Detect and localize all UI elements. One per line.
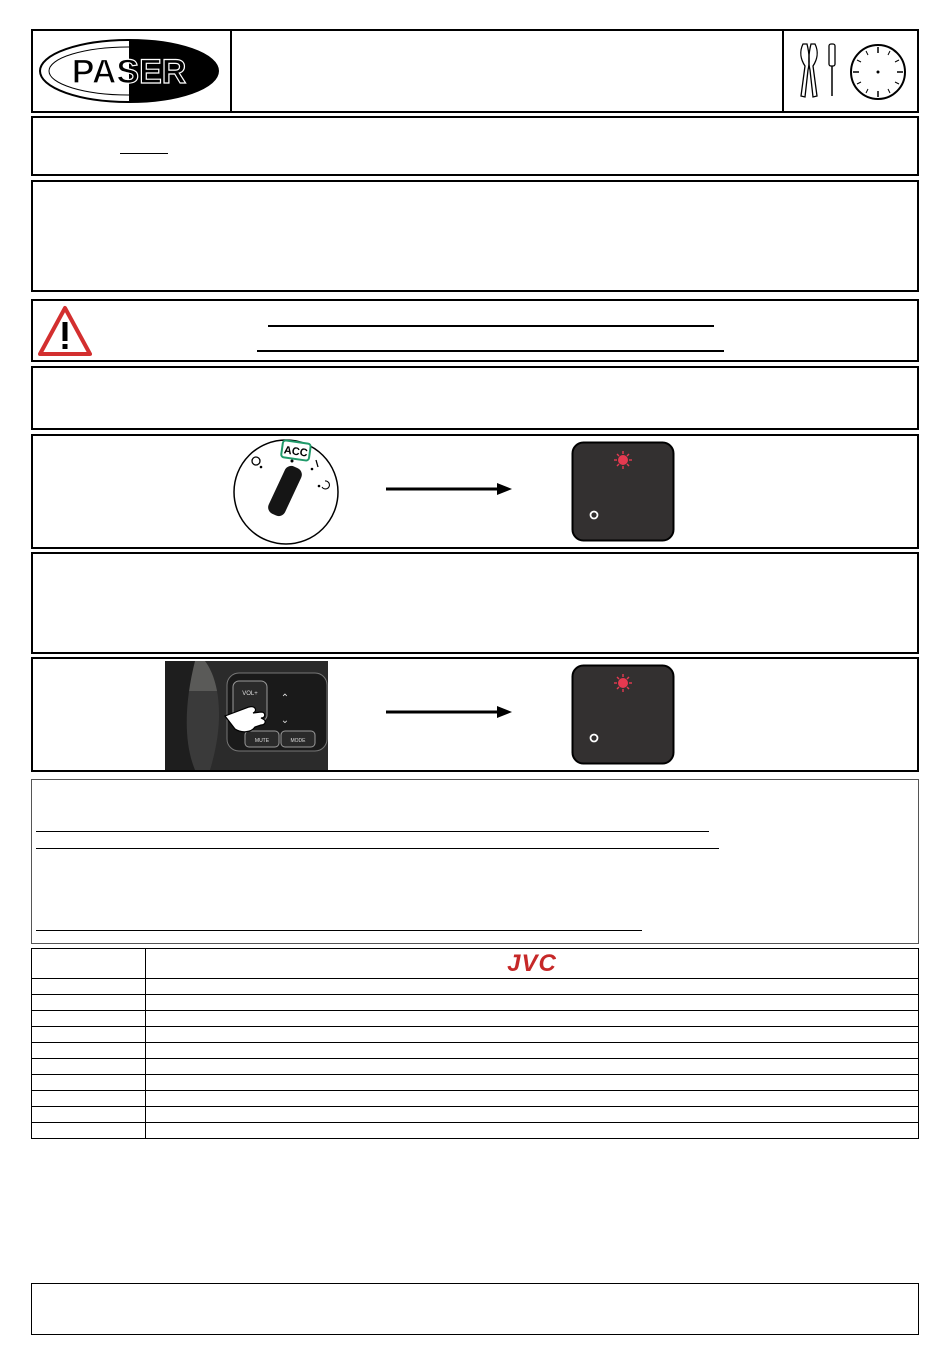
table-cell (146, 1011, 919, 1027)
table-cell (32, 979, 146, 995)
table-row (32, 1123, 919, 1139)
acc-label: ACC (283, 444, 309, 460)
table-row (32, 995, 919, 1011)
table-cell (146, 995, 919, 1011)
table-cell (146, 1027, 919, 1043)
table-row (32, 1091, 919, 1107)
svg-text:⌄: ⌄ (280, 715, 290, 726)
table-row (32, 1059, 919, 1075)
warning-underline-1 (268, 325, 714, 327)
warning-underline-2 (257, 350, 724, 352)
jvc-logo: JVC (507, 949, 557, 977)
info-box-1 (31, 116, 919, 176)
svg-text:⌃: ⌃ (280, 693, 290, 704)
arrow-right-icon-2 (385, 704, 515, 720)
table-cell (32, 995, 146, 1011)
table-cell (146, 1107, 919, 1123)
table-cell (32, 1059, 146, 1075)
table-header-row (32, 949, 919, 979)
header-divider-left (230, 31, 232, 112)
ignition-switch (228, 437, 344, 547)
notes-underline-2 (36, 848, 719, 849)
compatibility-table (31, 948, 919, 1139)
notes-box (31, 779, 919, 944)
info-box-2 (31, 180, 919, 292)
table-cell (146, 1075, 919, 1091)
table-cell (32, 1011, 146, 1027)
table-cell (146, 1059, 919, 1075)
table-row (32, 1027, 919, 1043)
table-header-brand (146, 949, 919, 979)
table-cell (32, 1043, 146, 1059)
table-cell (146, 1043, 919, 1059)
table-cell (32, 1123, 146, 1139)
warning-icon (38, 305, 92, 357)
table-row (32, 979, 919, 995)
interface-module-1 (571, 441, 675, 542)
table-cell (146, 1091, 919, 1107)
warning-box (31, 299, 919, 362)
footer-box (31, 1283, 919, 1335)
arrow-right-icon (385, 481, 515, 497)
notes-underline-3 (36, 930, 642, 931)
table-header-cell-empty (32, 949, 146, 979)
steering-wheel-photo (165, 661, 328, 770)
table-row (32, 1107, 919, 1123)
clock-icon (848, 42, 908, 102)
svg-text:VOL+: VOL+ (242, 691, 258, 697)
paser-logo (36, 36, 222, 106)
info-box-3 (31, 366, 919, 430)
pliers-screwdriver-icon (795, 42, 843, 100)
table-row (32, 1043, 919, 1059)
table-cell (32, 1091, 146, 1107)
table-cell (146, 979, 919, 995)
info-underline (120, 153, 168, 154)
table-row (32, 1075, 919, 1091)
table-cell (32, 1075, 146, 1091)
info-box-4 (31, 552, 919, 654)
svg-text:MUTE: MUTE (254, 738, 270, 744)
table-row (32, 1011, 919, 1027)
logo-text: PASER (71, 53, 187, 91)
header-divider-right (782, 31, 784, 112)
table-cell (32, 1027, 146, 1043)
notes-underline-1 (36, 831, 709, 832)
table-cell (32, 1107, 146, 1123)
table-cell (146, 1123, 919, 1139)
interface-module-2 (571, 664, 675, 765)
svg-text:MODE: MODE (290, 738, 306, 744)
